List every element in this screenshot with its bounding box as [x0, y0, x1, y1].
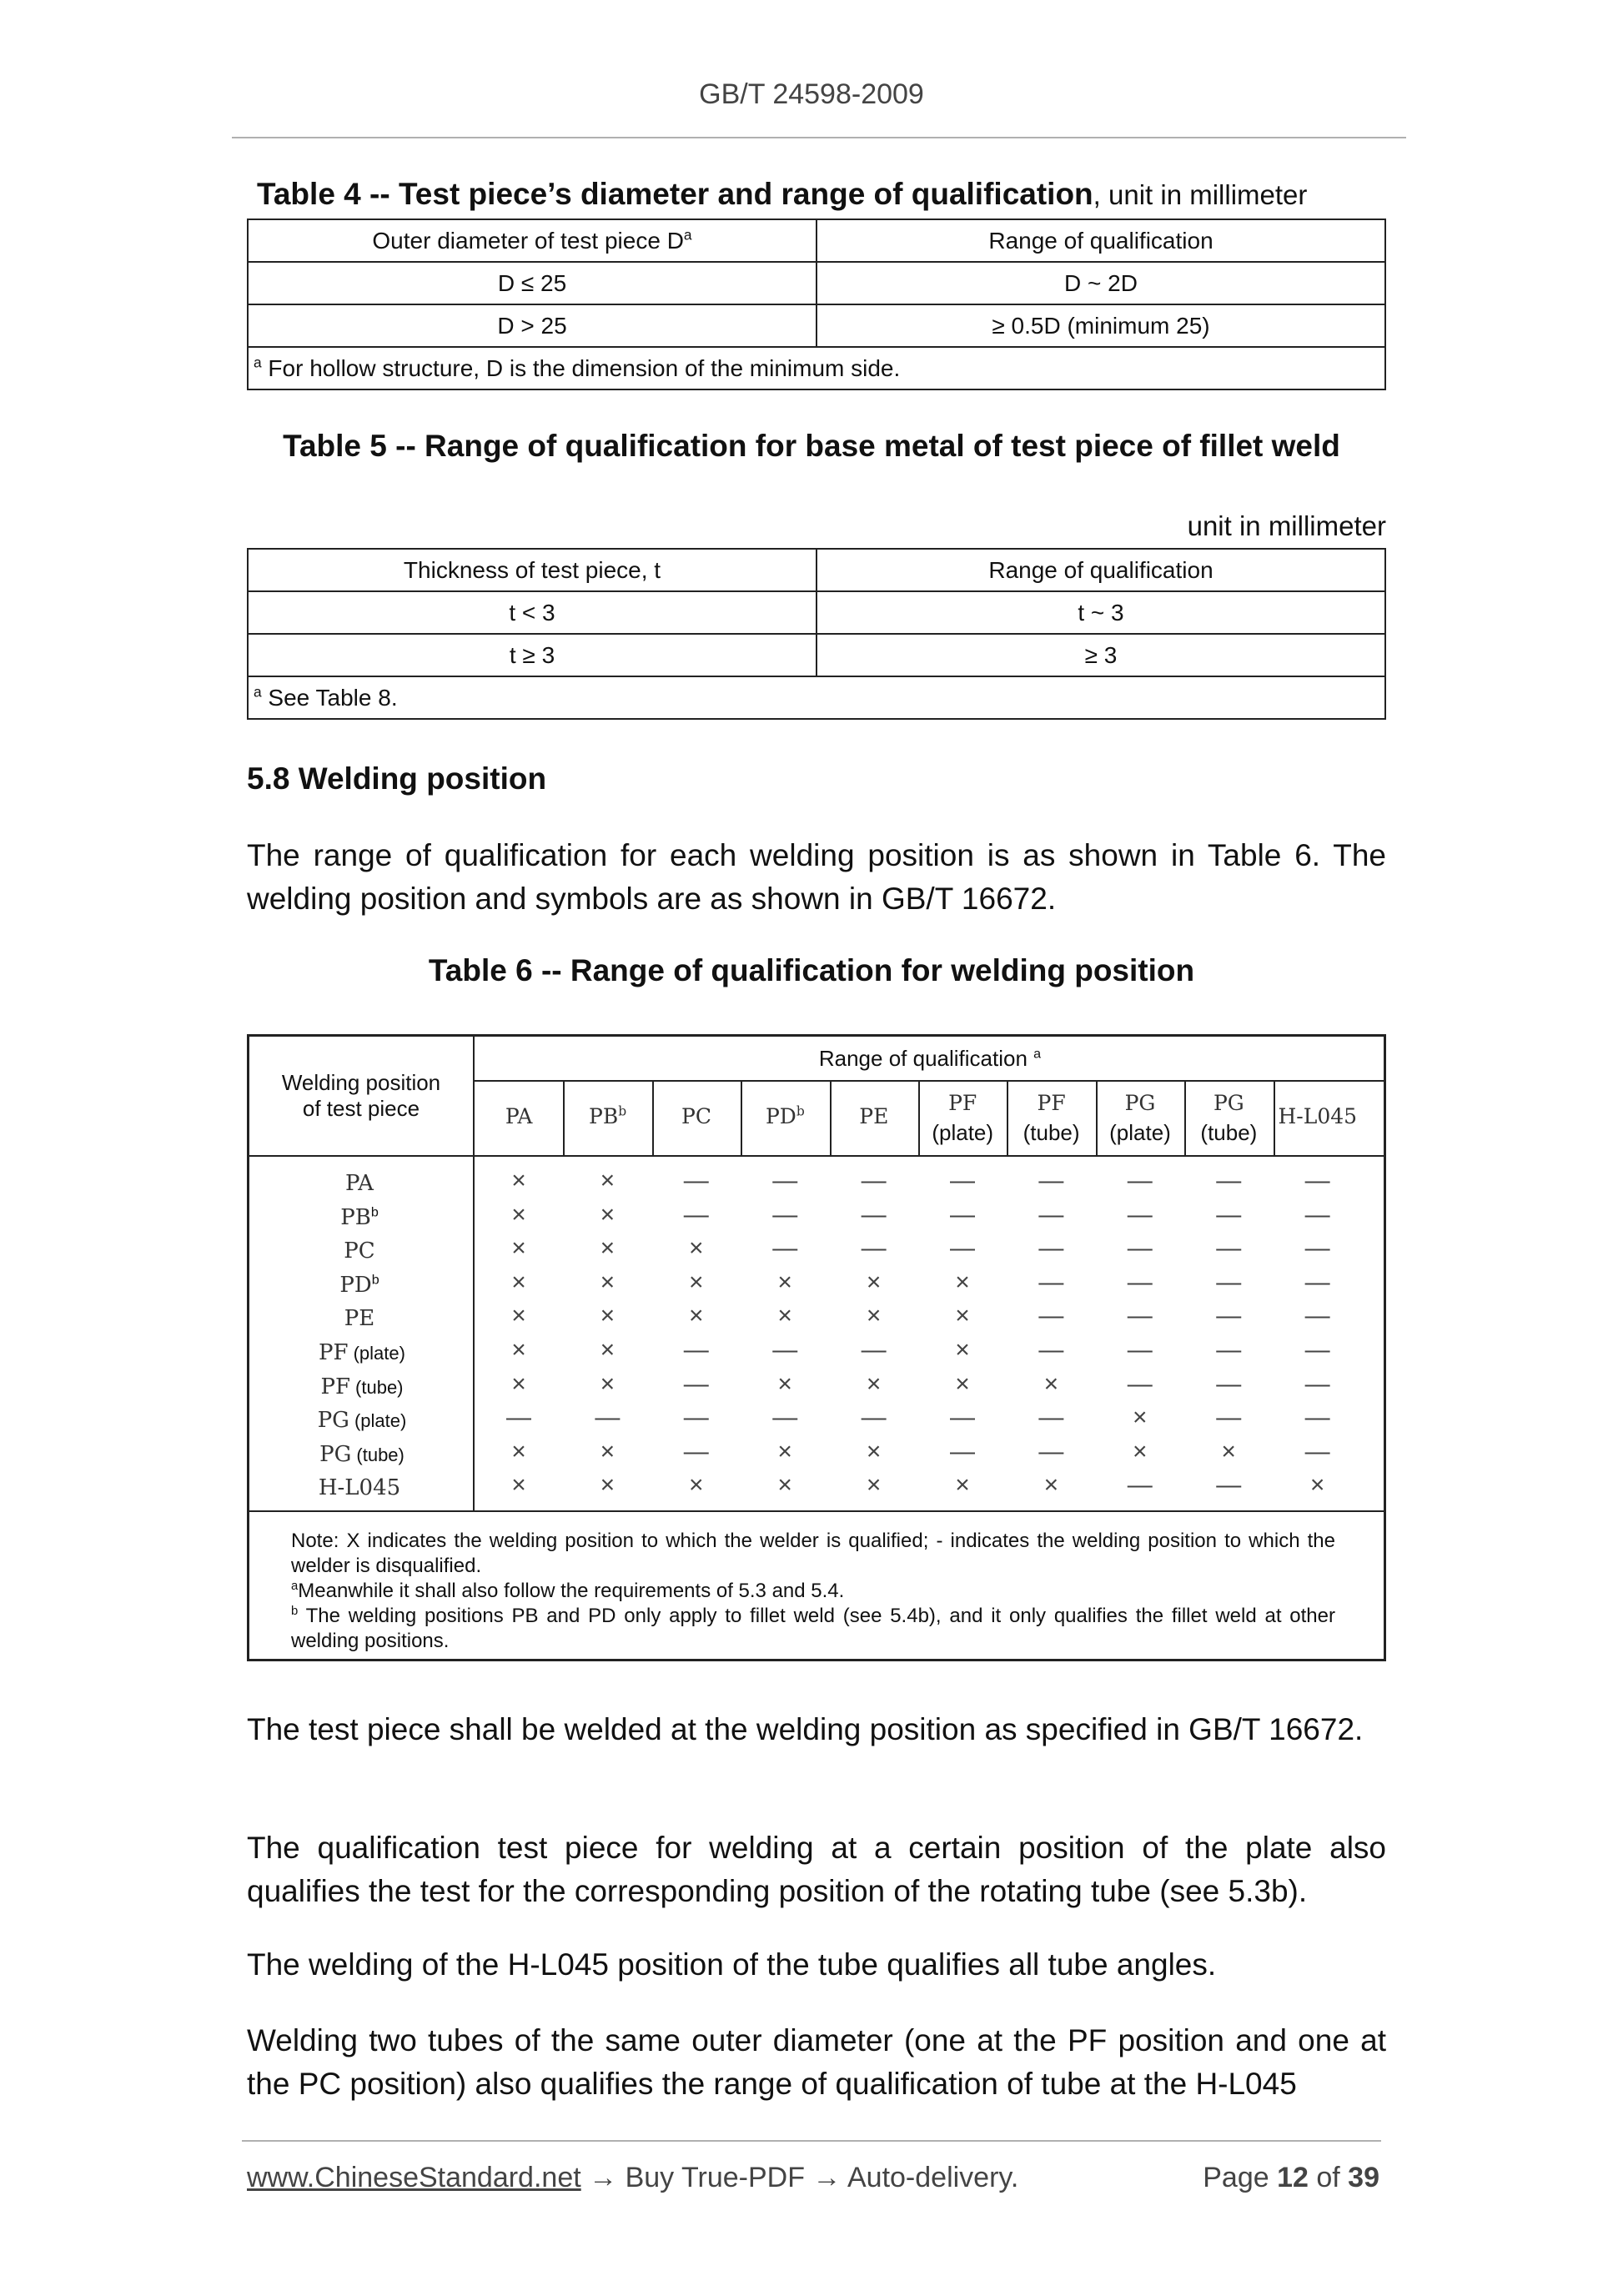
table5-cell: t ≥ 3 — [248, 634, 817, 676]
qualification-mark: — — [772, 1336, 798, 1364]
qualification-mark: — — [1216, 1471, 1242, 1500]
qualification-mark: × — [511, 1471, 526, 1500]
page-number: 12 — [1277, 2162, 1309, 2193]
position-qualifier: (plate) — [1109, 1120, 1171, 1145]
qualification-mark: × — [689, 1234, 704, 1263]
position-code: PB — [340, 1204, 371, 1230]
table-row — [248, 304, 1385, 347]
qualification-mark: — — [950, 1437, 975, 1465]
qualification-mark: × — [1133, 1404, 1148, 1432]
qualification-mark: — — [1304, 1234, 1330, 1263]
position-qualifier: (tube) — [356, 1444, 404, 1465]
qualification-mark: × — [1309, 1471, 1325, 1500]
qualification-mark: — — [1304, 1302, 1330, 1330]
table6-row-label — [249, 1475, 475, 1500]
qualification-mark: × — [689, 1471, 704, 1500]
qualification-mark: — — [1304, 1404, 1330, 1432]
position-qualifier: (plate) — [353, 1343, 405, 1364]
qualification-mark: × — [600, 1471, 616, 1500]
qualification-mark: — — [1304, 1167, 1330, 1194]
footnote-marker: b — [371, 1272, 379, 1288]
paragraph: The test piece shall be welded at the welding position as specified in GB/T 16672. — [247, 1712, 1364, 1746]
position-code: H-L045 — [1278, 1103, 1358, 1128]
qualification-mark: — — [861, 1234, 887, 1263]
position-code: PE — [859, 1103, 889, 1128]
footer-divider — [242, 2140, 1381, 2142]
qualification-mark: × — [511, 1200, 526, 1228]
table-row — [248, 262, 1385, 304]
qualification-mark: — — [1216, 1404, 1242, 1432]
position-code: PE — [344, 1306, 375, 1332]
qualification-mark: × — [955, 1302, 970, 1330]
footnote-marker: b — [370, 1203, 379, 1219]
qualification-mark: × — [955, 1268, 970, 1296]
qualification-mark: — — [1216, 1369, 1242, 1398]
table6-row-label — [249, 1204, 475, 1230]
qualification-mark: × — [600, 1200, 616, 1228]
qualification-mark: × — [600, 1369, 616, 1398]
qualification-mark: — — [1127, 1302, 1153, 1330]
qualification-mark: — — [772, 1404, 798, 1432]
qualification-mark: — — [861, 1336, 887, 1364]
table6-row-label — [249, 1238, 475, 1264]
table4-cell: D ~ 2D — [817, 262, 1385, 304]
table6-note-b: The welding positions PB and PD only apply to fillet weld (see 5.4b), and it only qualifies the fillet weld at other welding positions. — [291, 1605, 1335, 1652]
qualification-mark: — — [683, 1404, 709, 1432]
qualification-mark: — — [595, 1404, 621, 1432]
document-id-header: GB/T 24598-2009 — [699, 78, 924, 110]
table6-caption: Table 6 -- Range of qualification for welding position — [428, 953, 1195, 987]
table6 — [247, 1034, 1386, 1661]
page-indicator — [1203, 2162, 1379, 2194]
table-row — [248, 634, 1385, 676]
table6-row-label — [249, 1339, 475, 1365]
table6-row-label — [249, 1374, 475, 1399]
table6-note-main: Note: X indicates the welding position to which the welder is qualified; - indicates the welding position to which the welder is disqualified. — [291, 1530, 1335, 1577]
position-code: PF — [948, 1091, 977, 1115]
table6-divider — [249, 1155, 1384, 1157]
table6-column-header — [918, 1082, 1007, 1155]
table6-row-label — [249, 1305, 475, 1331]
qualification-mark: — — [1038, 1437, 1064, 1465]
table6-column-header — [563, 1082, 651, 1155]
qualification-mark: × — [866, 1471, 882, 1500]
table4-header-diameter-text: Outer diameter of test piece D — [372, 227, 684, 254]
qualification-mark: — — [1304, 1200, 1330, 1228]
qualification-mark: — — [1216, 1167, 1242, 1194]
position-code: PC — [344, 1238, 375, 1264]
qualification-mark: — — [1216, 1234, 1242, 1263]
qualification-mark: — — [1127, 1471, 1153, 1500]
table6-column-header — [1274, 1082, 1362, 1155]
qualification-mark: × — [511, 1437, 526, 1465]
position-code: PD — [339, 1272, 372, 1298]
qualification-mark: — — [1038, 1268, 1064, 1296]
position-qualifier: (tube) — [1023, 1120, 1080, 1145]
paragraph: The range of qualification for each welding position is as shown in Table 6. The welding position and symbols are as shown in GB/T 16672. — [247, 838, 1386, 916]
qualification-mark: — — [683, 1369, 709, 1398]
qualification-mark: × — [600, 1302, 616, 1330]
qualification-mark: — — [1127, 1200, 1153, 1228]
qualification-mark: × — [777, 1268, 792, 1296]
footnote-marker: a — [1033, 1045, 1042, 1061]
page-total: 39 — [1348, 2162, 1379, 2193]
position-code: PF — [320, 1374, 351, 1399]
qualification-mark: × — [866, 1369, 882, 1398]
qualification-mark: — — [861, 1167, 887, 1194]
qualification-mark: × — [600, 1437, 616, 1465]
paragraph: The welding of the H-L045 position of the tube qualifies all tube angles. — [247, 1947, 1217, 1982]
footnote-marker: a — [254, 683, 262, 701]
qualification-mark: × — [1221, 1437, 1236, 1465]
table5 — [247, 548, 1386, 720]
position-code: PG — [1213, 1091, 1244, 1115]
table4-footnote — [248, 347, 1385, 389]
paragraph: Welding two tubes of the same outer diameter (one at the PF position and one at the PC position) also qualifies the range of qualification of tube at the H-L045 — [247, 2023, 1386, 2101]
qualification-mark: — — [950, 1404, 975, 1432]
position-qualifier: (plate) — [354, 1410, 407, 1432]
qualification-mark: × — [955, 1336, 970, 1364]
footnote-marker: b — [291, 1605, 299, 1618]
table6-note-a: Meanwhile it shall also follow the requirements of 5.3 and 5.4. — [298, 1580, 845, 1602]
qualification-mark: × — [777, 1302, 792, 1330]
qualification-mark: × — [511, 1336, 526, 1364]
table5-header-range: Range of qualification — [817, 549, 1385, 591]
qualification-mark: — — [772, 1234, 798, 1263]
footer-tail: → Buy True-PDF → Auto-delivery. — [580, 2162, 1019, 2193]
table6-column-header — [652, 1082, 741, 1155]
qualification-mark: — — [1038, 1302, 1064, 1330]
qualification-mark: — — [1038, 1234, 1064, 1263]
qualification-mark: — — [683, 1200, 709, 1228]
table4-cell: D > 25 — [248, 304, 817, 347]
qualification-mark: × — [955, 1369, 970, 1398]
qualification-mark: × — [511, 1369, 526, 1398]
of-label: of — [1308, 2162, 1349, 2193]
page-label: Page — [1203, 2162, 1278, 2193]
table-row — [248, 591, 1385, 634]
qualification-mark: — — [1038, 1200, 1064, 1228]
position-qualifier: (tube) — [355, 1376, 404, 1398]
qualification-mark: — — [1038, 1404, 1064, 1432]
qualification-mark: — — [506, 1404, 531, 1432]
qualification-mark: × — [1043, 1471, 1059, 1500]
position-code: PC — [681, 1103, 711, 1128]
qualification-mark: — — [1127, 1369, 1153, 1398]
table6-column-header — [741, 1082, 829, 1155]
table5-footnote — [248, 676, 1385, 719]
position-code: PG — [319, 1441, 352, 1467]
footnote-marker: a — [254, 354, 262, 371]
qualification-mark: × — [866, 1437, 882, 1465]
table4-header-diameter — [248, 219, 817, 262]
position-code: PA — [505, 1103, 533, 1128]
table4-caption — [257, 177, 1307, 212]
qualification-mark: × — [1043, 1369, 1059, 1398]
qualification-mark: — — [1216, 1336, 1242, 1364]
table4 — [247, 219, 1386, 390]
table6-column-header — [1096, 1082, 1184, 1155]
table6-column-header — [475, 1082, 563, 1155]
qualification-mark: — — [1127, 1234, 1153, 1263]
qualification-mark: × — [777, 1437, 792, 1465]
qualification-mark: — — [683, 1167, 709, 1194]
footer-promo — [247, 2162, 1018, 2194]
qualification-mark: × — [777, 1369, 792, 1398]
footnote-marker: b — [796, 1103, 805, 1119]
qualification-mark: — — [950, 1167, 975, 1194]
position-code: PG — [1124, 1091, 1156, 1115]
position-code: PF — [1037, 1091, 1066, 1115]
position-code: PF — [319, 1340, 349, 1365]
table6-divider — [249, 1510, 1384, 1512]
table6-row-label — [249, 1441, 475, 1467]
footnote-marker: a — [291, 1580, 299, 1593]
qualification-mark: × — [600, 1234, 616, 1263]
qualification-mark: × — [866, 1268, 882, 1296]
table6-row-label — [249, 1272, 475, 1298]
qualification-mark: × — [511, 1268, 526, 1296]
table6-rowhead-text: Welding position of test piece — [281, 1070, 441, 1121]
table6-rowhead — [249, 1037, 473, 1155]
footnote-marker: b — [618, 1103, 627, 1119]
table4-cell: D ≤ 25 — [248, 262, 817, 304]
table6-row-label — [249, 1170, 475, 1196]
qualification-mark: — — [772, 1200, 798, 1228]
qualification-mark: × — [689, 1302, 704, 1330]
section-heading: 5.8 Welding position — [247, 761, 547, 796]
qualification-mark: — — [950, 1234, 975, 1263]
qualification-mark: × — [1133, 1437, 1148, 1465]
qualification-mark: — — [1127, 1167, 1153, 1194]
qualification-mark: — — [1304, 1369, 1330, 1398]
table5-header-thickness: Thickness of test piece, t — [248, 549, 817, 591]
table5-footnote-text: See Table 8. — [261, 684, 398, 711]
position-code: H-L045 — [318, 1475, 401, 1501]
position-code: PB — [589, 1103, 619, 1128]
table6-notes — [291, 1529, 1335, 1654]
table6-column-header — [1184, 1082, 1273, 1155]
qualification-mark: × — [600, 1167, 616, 1194]
qualification-mark: — — [1304, 1268, 1330, 1296]
website-link[interactable]: www.ChineseStandard.net — [247, 2162, 581, 2193]
qualification-mark: — — [1038, 1336, 1064, 1364]
qualification-mark: × — [955, 1471, 970, 1500]
table4-cell: ≥ 0.5D (minimum 25) — [817, 304, 1385, 347]
qualification-mark: × — [600, 1268, 616, 1296]
table6-row-label — [249, 1407, 475, 1433]
table5-cell: t ~ 3 — [817, 591, 1385, 634]
qualification-mark: × — [511, 1302, 526, 1330]
qualification-mark: — — [1304, 1336, 1330, 1364]
qualification-mark: × — [777, 1471, 792, 1500]
position-code: PA — [345, 1171, 374, 1196]
position-code: PG — [317, 1408, 349, 1434]
table5-cell: t < 3 — [248, 591, 817, 634]
table4-header-range: Range of qualification — [817, 219, 1385, 262]
position-qualifier: (plate) — [932, 1120, 994, 1145]
qualification-mark: — — [1127, 1268, 1153, 1296]
position-qualifier: (tube) — [1200, 1120, 1258, 1145]
qualification-mark: — — [772, 1167, 798, 1194]
table5-cell: ≥ 3 — [817, 634, 1385, 676]
qualification-mark: — — [1127, 1336, 1153, 1364]
qualification-mark: — — [861, 1404, 887, 1432]
position-code: PD — [765, 1103, 796, 1128]
paragraph: The qualification test piece for welding at a certain position of the plate also qualifies the test for the corresponding position of the rotating tube (see 5.3b). — [247, 1831, 1386, 1908]
qualification-mark: × — [689, 1268, 704, 1296]
qualification-mark: × — [600, 1336, 616, 1364]
qualification-mark: — — [1216, 1200, 1242, 1228]
table4-caption-title: Table 4 -- Test piece’s diameter and range of qualification — [257, 177, 1093, 211]
table6-column-header — [830, 1082, 918, 1155]
header-divider — [232, 137, 1406, 138]
qualification-mark: — — [950, 1200, 975, 1228]
table4-caption-unit: , unit in millimeter — [1093, 179, 1308, 210]
qualification-mark: × — [511, 1234, 526, 1263]
qualification-mark: × — [866, 1302, 882, 1330]
qualification-mark: — — [1216, 1302, 1242, 1330]
qualification-mark: — — [1038, 1167, 1064, 1194]
table5-unit: unit in millimeter — [1187, 510, 1386, 541]
qualification-mark: — — [683, 1336, 709, 1364]
table6-range-header — [475, 1037, 1385, 1080]
table6-column-header — [1007, 1082, 1095, 1155]
table4-footnote-text: For hollow structure, D is the dimension of the minimum side. — [261, 354, 901, 381]
qualification-mark: × — [511, 1167, 526, 1194]
qualification-mark: — — [1304, 1437, 1330, 1465]
qualification-mark: — — [1216, 1268, 1242, 1296]
qualification-mark: — — [683, 1437, 709, 1465]
table5-caption: Table 5 -- Range of qualification for base metal of test piece of fillet weld — [283, 429, 1340, 463]
qualification-mark: — — [861, 1200, 887, 1228]
footnote-marker: a — [683, 226, 692, 244]
table6-range-header-text: Range of qualification — [818, 1045, 1028, 1071]
